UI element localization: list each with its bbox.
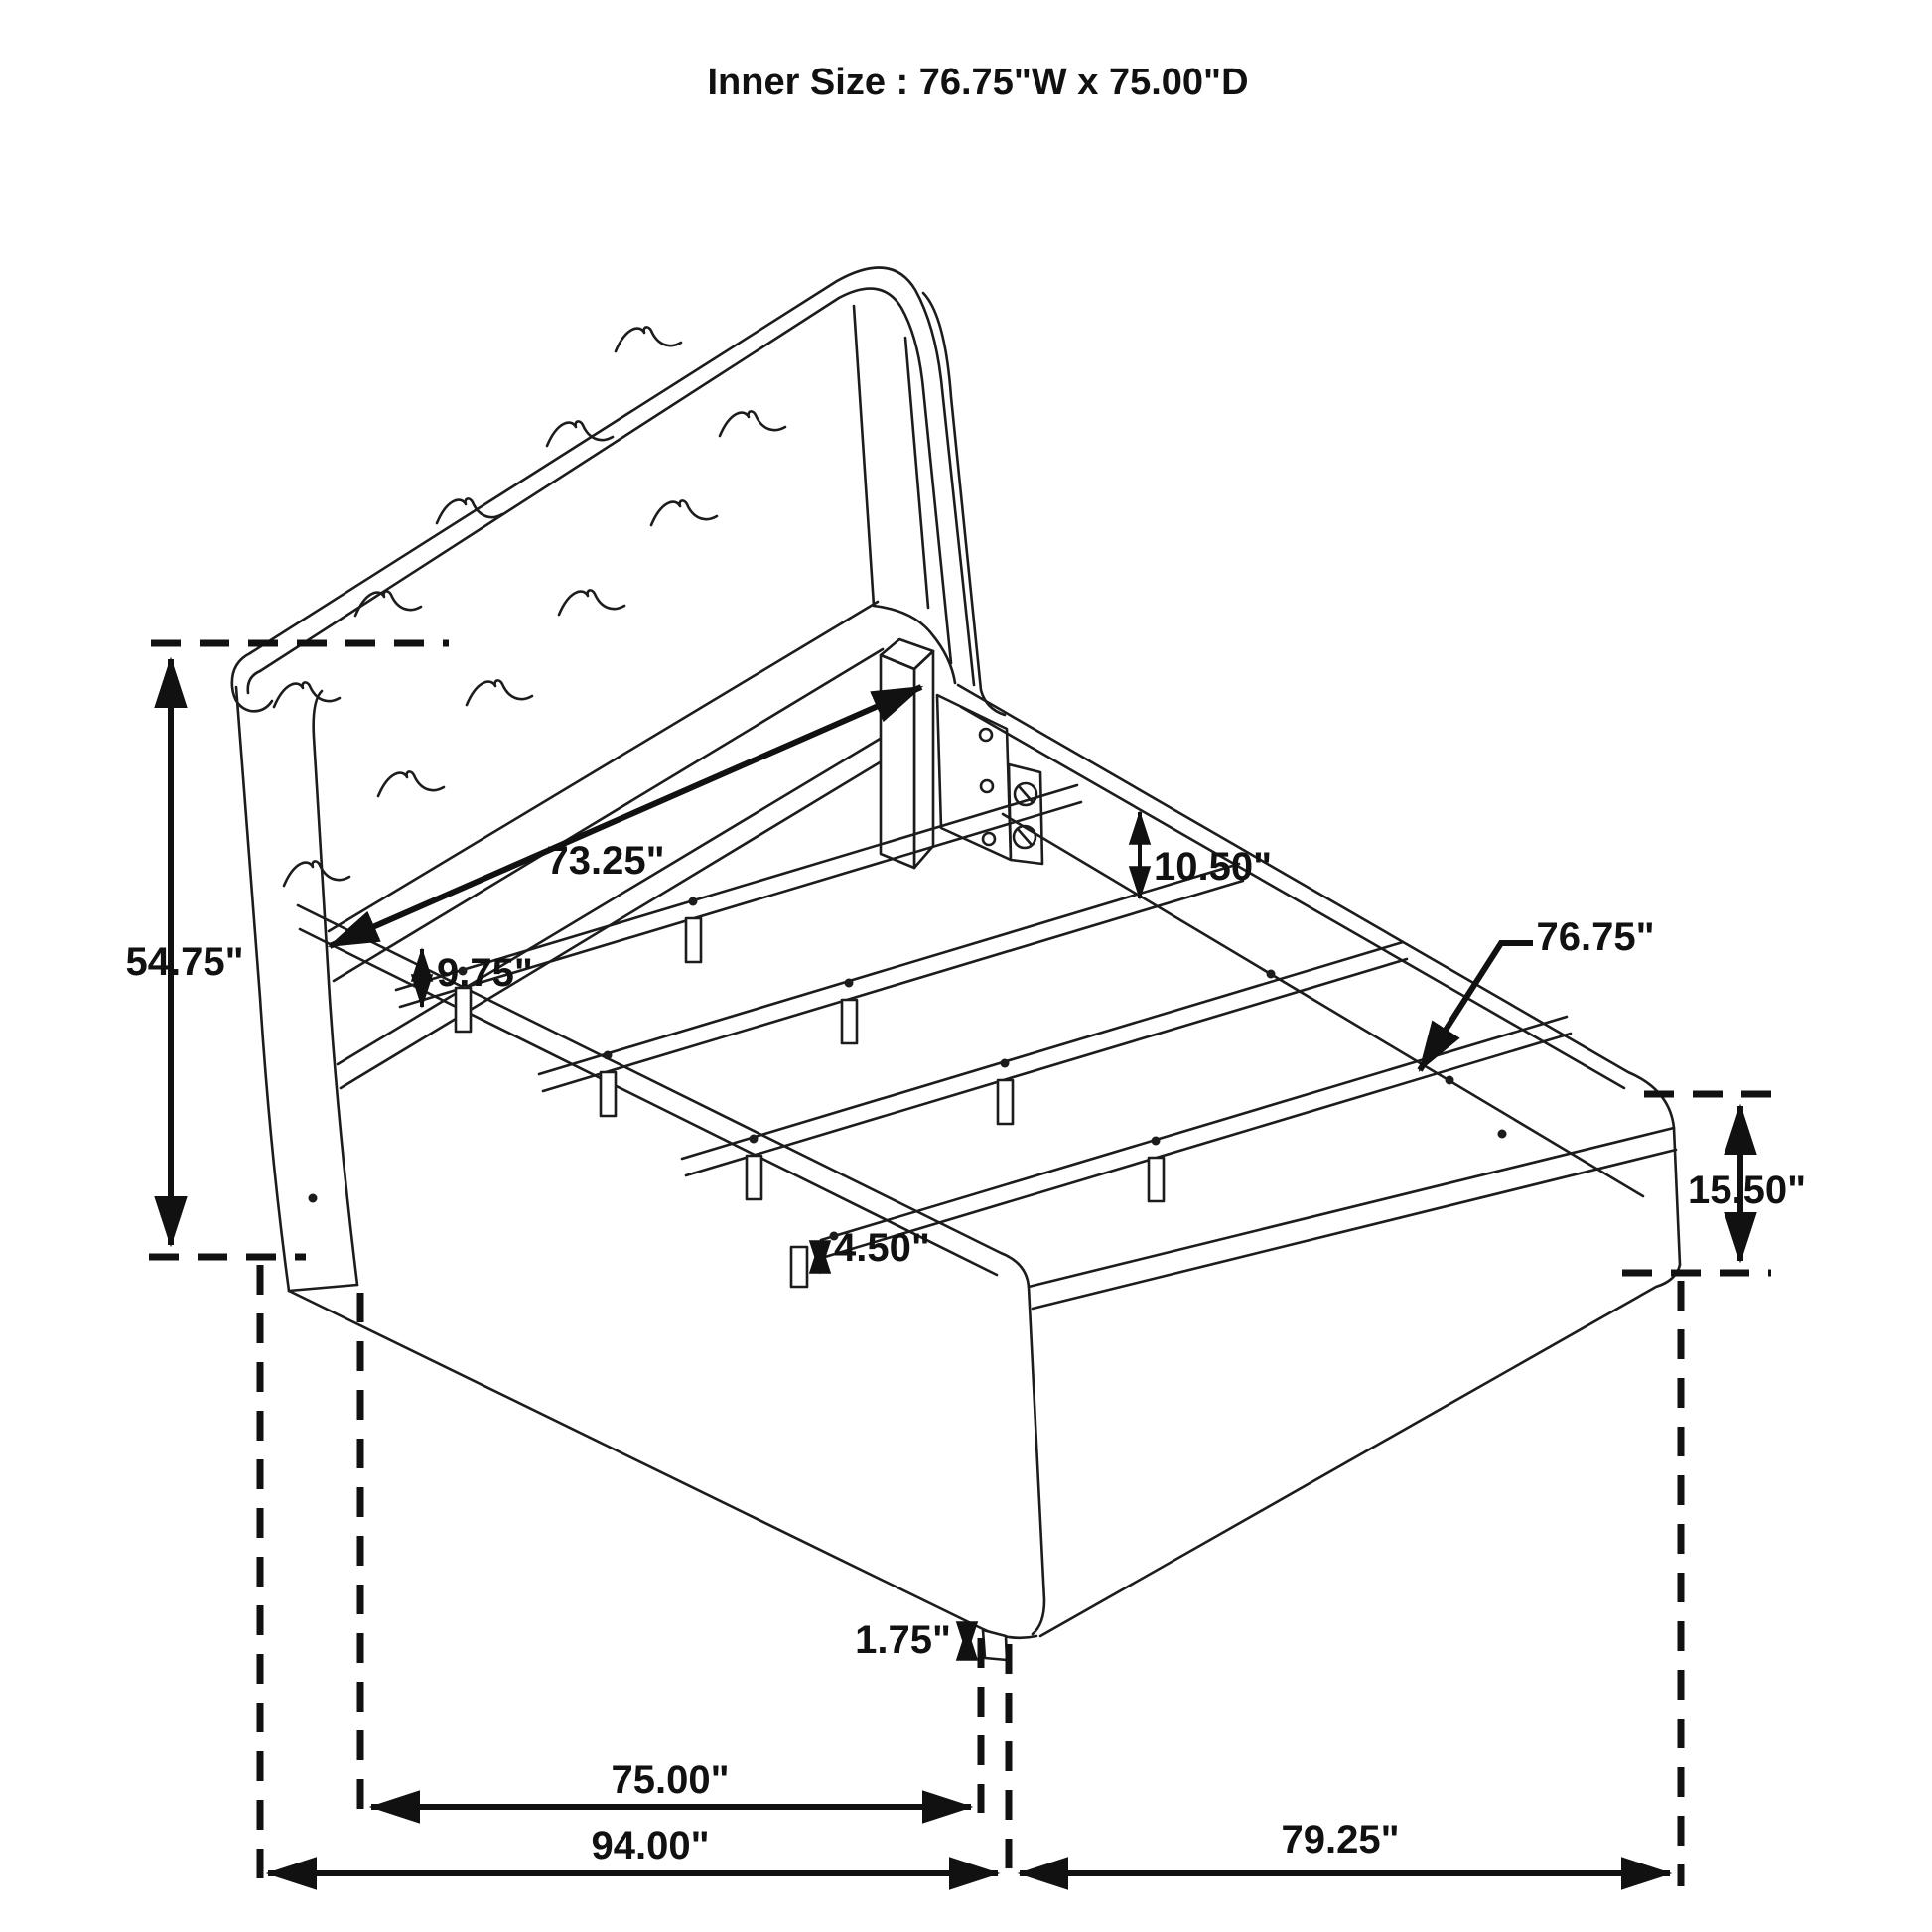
dim-label-inner-depth: 75.00" <box>611 1758 730 1802</box>
center-post <box>881 639 933 868</box>
dim-label-slat-length: 76.75" <box>1536 915 1655 959</box>
dim-label-base-height: 15.50" <box>1688 1169 1807 1212</box>
page-title: Inner Size : 76.75"W x 75.00"D <box>707 62 1249 103</box>
dim-label-slat-leg: 4.50" <box>834 1226 930 1270</box>
dim-label-side-rail-height: 10.50" <box>1154 845 1273 889</box>
dim-label-overall-width: 79.25" <box>1281 1818 1400 1862</box>
dim-label-foot-clearance: 1.75" <box>855 1618 951 1662</box>
dim-label-overall-depth: 94.00" <box>591 1824 710 1867</box>
dim-label-overall-height: 54.75" <box>125 940 244 984</box>
dim-label-headboard-rail: 73.25" <box>546 839 665 883</box>
dim-label-rail-offset: 9.75" <box>437 951 533 995</box>
